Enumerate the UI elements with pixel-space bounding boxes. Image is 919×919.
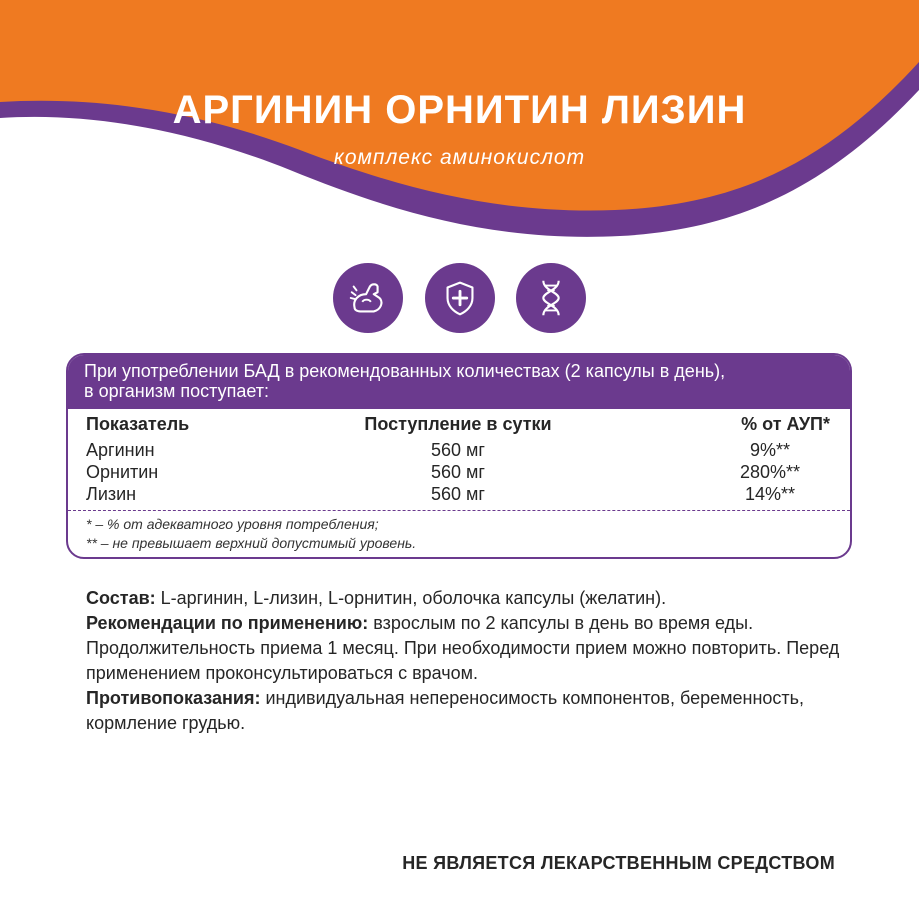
contraindication-paragraph	[86, 686, 846, 736]
contraindication-label: Противопоказания:	[86, 688, 261, 708]
row-name: Лизин	[86, 484, 137, 504]
nutrition-table	[66, 353, 852, 559]
row-amount: 560 мг	[431, 484, 485, 504]
row-percent: 14%**	[744, 484, 796, 504]
feature-icons	[333, 263, 587, 335]
disclaimer: НЕ ЯВЛЯЕТСЯ ЛЕКАРСТВЕННЫМ СРЕДСТВОМ	[402, 853, 835, 873]
dna-icon	[516, 263, 586, 333]
row-amount: 560 мг	[431, 462, 485, 482]
table-intro-line2: в организм поступает:	[84, 381, 270, 401]
composition-text: L-аргинин, L-лизин, L-орнитин, оболочка капсулы (желатин).	[155, 588, 667, 608]
recommendation-label: Рекомендации по применению:	[86, 613, 369, 633]
row-percent: 9%**	[749, 440, 791, 460]
muscle-arm-icon	[333, 263, 403, 333]
table-header-row	[68, 414, 850, 440]
row-name: Аргинин	[86, 440, 155, 460]
contraindication-text: индивидуальная непереносимость компонентов, беременность, кормление грудью.	[86, 688, 805, 733]
product-description	[86, 586, 846, 736]
product-subtitle: комплекс аминокислот	[333, 146, 586, 169]
table-divider	[68, 510, 850, 511]
table-row	[68, 462, 850, 484]
row-name: Орнитин	[86, 462, 159, 482]
composition-paragraph	[86, 586, 846, 611]
row-amount: 560 мг	[431, 440, 485, 460]
recommendation-paragraph	[86, 611, 846, 686]
footnote-1: * – % от адекватного уровня потребления;	[86, 516, 379, 532]
table-row	[68, 440, 850, 462]
table-row	[68, 484, 850, 506]
footnote-2: ** – не превышает верхний допустимый уровень.	[86, 535, 417, 551]
composition-label: Состав:	[86, 588, 156, 608]
row-percent: 280%**	[739, 462, 801, 482]
product-title: АРГИНИН ОРНИТИН ЛИЗИН	[172, 88, 747, 132]
shield-plus-icon	[425, 263, 495, 333]
col-daily-header: Поступление в сутки	[364, 414, 552, 434]
table-intro-line1: При употреблении БАД в рекомендованных количествах (2 капсулы в день),	[84, 361, 726, 381]
table-intro	[68, 355, 850, 409]
col-aup-header: % от АУП*	[741, 414, 830, 434]
recommendation-text: взрослым по 2 капсулы в день во время еды. Продолжительность приема 1 месяц. При необходимости прием можно повторить. Перед применением проконсультироваться с врачом.	[86, 613, 840, 683]
col-indicator-header: Показатель	[86, 414, 190, 434]
